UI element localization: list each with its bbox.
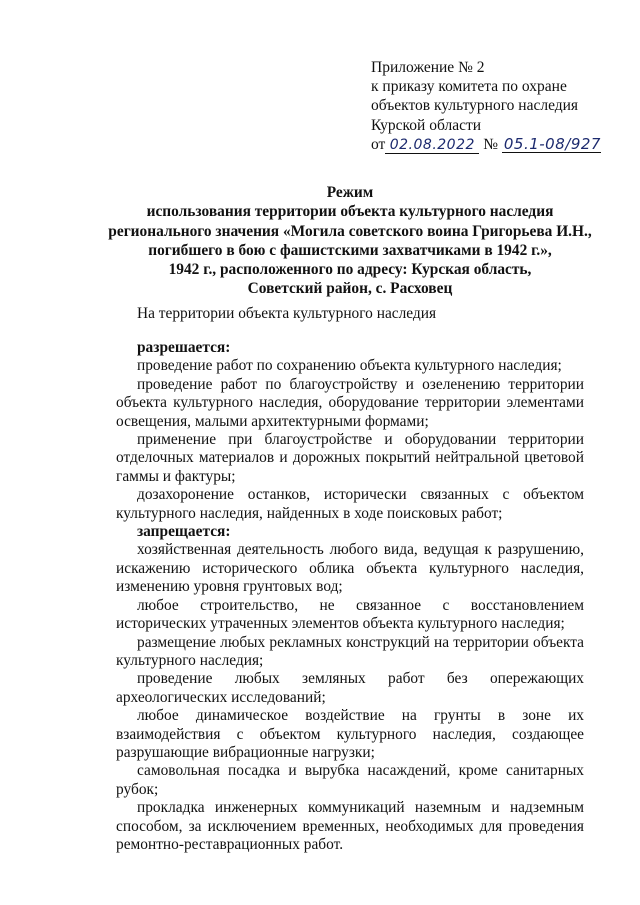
title-line-2: использования территории объекта культурного наследия: [146, 203, 554, 221]
forbidden-item: самовольная посадка и вырубка насаждений, кроме санитарных рубок;: [116, 762, 584, 798]
appendix-line-3: Курской области: [371, 116, 482, 134]
title-line-6: Советский район, с. Расховец: [247, 280, 453, 298]
allowed-item: проведение работ по сохранению объекта культурного наследия;: [137, 357, 562, 375]
date-prefix: от: [371, 135, 386, 153]
intro-text: На территории объекта культурного наследия: [137, 305, 437, 322]
forbidden-item: проведение любых земляных работ без опережающих археологических исследований;: [116, 670, 584, 706]
document-title: [60, 183, 640, 299]
order-date-number: [371, 135, 631, 154]
forbidden-item: прокладка инженерных коммуникаций наземным и надземным способом, за исключением временных, необходимых для проведения ремонтно-реставрационных работ.: [116, 799, 584, 853]
appendix-line-2: объектов культурного наследия: [371, 97, 579, 115]
appendix-header: [371, 58, 631, 154]
title-line-3: регионального значения «Могила советского воина Григорьева И.Н.,: [108, 222, 592, 240]
document-body: [116, 339, 584, 854]
handwritten-date: 02.08.2022: [385, 137, 479, 154]
number-prefix: №: [483, 135, 498, 153]
appendix-title: Приложение № 2: [371, 59, 485, 76]
title-line-4: погибшего в бою с фашистскими захватчиками в 1942 г.»,: [148, 241, 552, 259]
forbidden-item: любое динамическое воздействие на грунты в зоне их взаимодействия с объектом культурного наследия, создающее разрушающие вибрационные нагрузки;: [116, 707, 584, 761]
handwritten-number: 05.1-08/927: [503, 134, 601, 153]
forbidden-item: хозяйственная деятельность любого вида, ведущая к разрушению, искажению исторического облика объекта культурного наследия, изменению уровня грунтовых вод;: [116, 541, 584, 596]
allowed-label: разрешается:: [137, 339, 231, 356]
forbidden-item: размещение любых рекламных конструкций на территории объекта культурного наследия;: [116, 633, 584, 669]
allowed-item: дозахоронение останков, исторически связанных с объектом культурного наследия, найденных в ходе поисковых работ;: [116, 486, 584, 522]
title-line-5: 1942 г., расположенного по адресу: Курская область,: [168, 261, 532, 279]
forbidden-item: любое строительство, не связанное с восстановлением исторических утраченных элементов объекта культурного наследия;: [116, 596, 584, 633]
title-line-1: Режим: [326, 184, 374, 201]
allowed-item: применение при благоустройстве и оборудовании территории отделочных материалов и дорожных покрытий нейтральной цветовой гаммы и фактуры;: [116, 431, 584, 485]
forbidden-label: запрещается:: [137, 523, 231, 541]
appendix-line-1: к приказу комитета по охране: [371, 78, 567, 96]
allowed-item: проведение работ по благоустройству и озеленению территории объекта культурного наследия, оборудование территории элементами освещения, малыми архитектурными формами;: [116, 375, 584, 430]
